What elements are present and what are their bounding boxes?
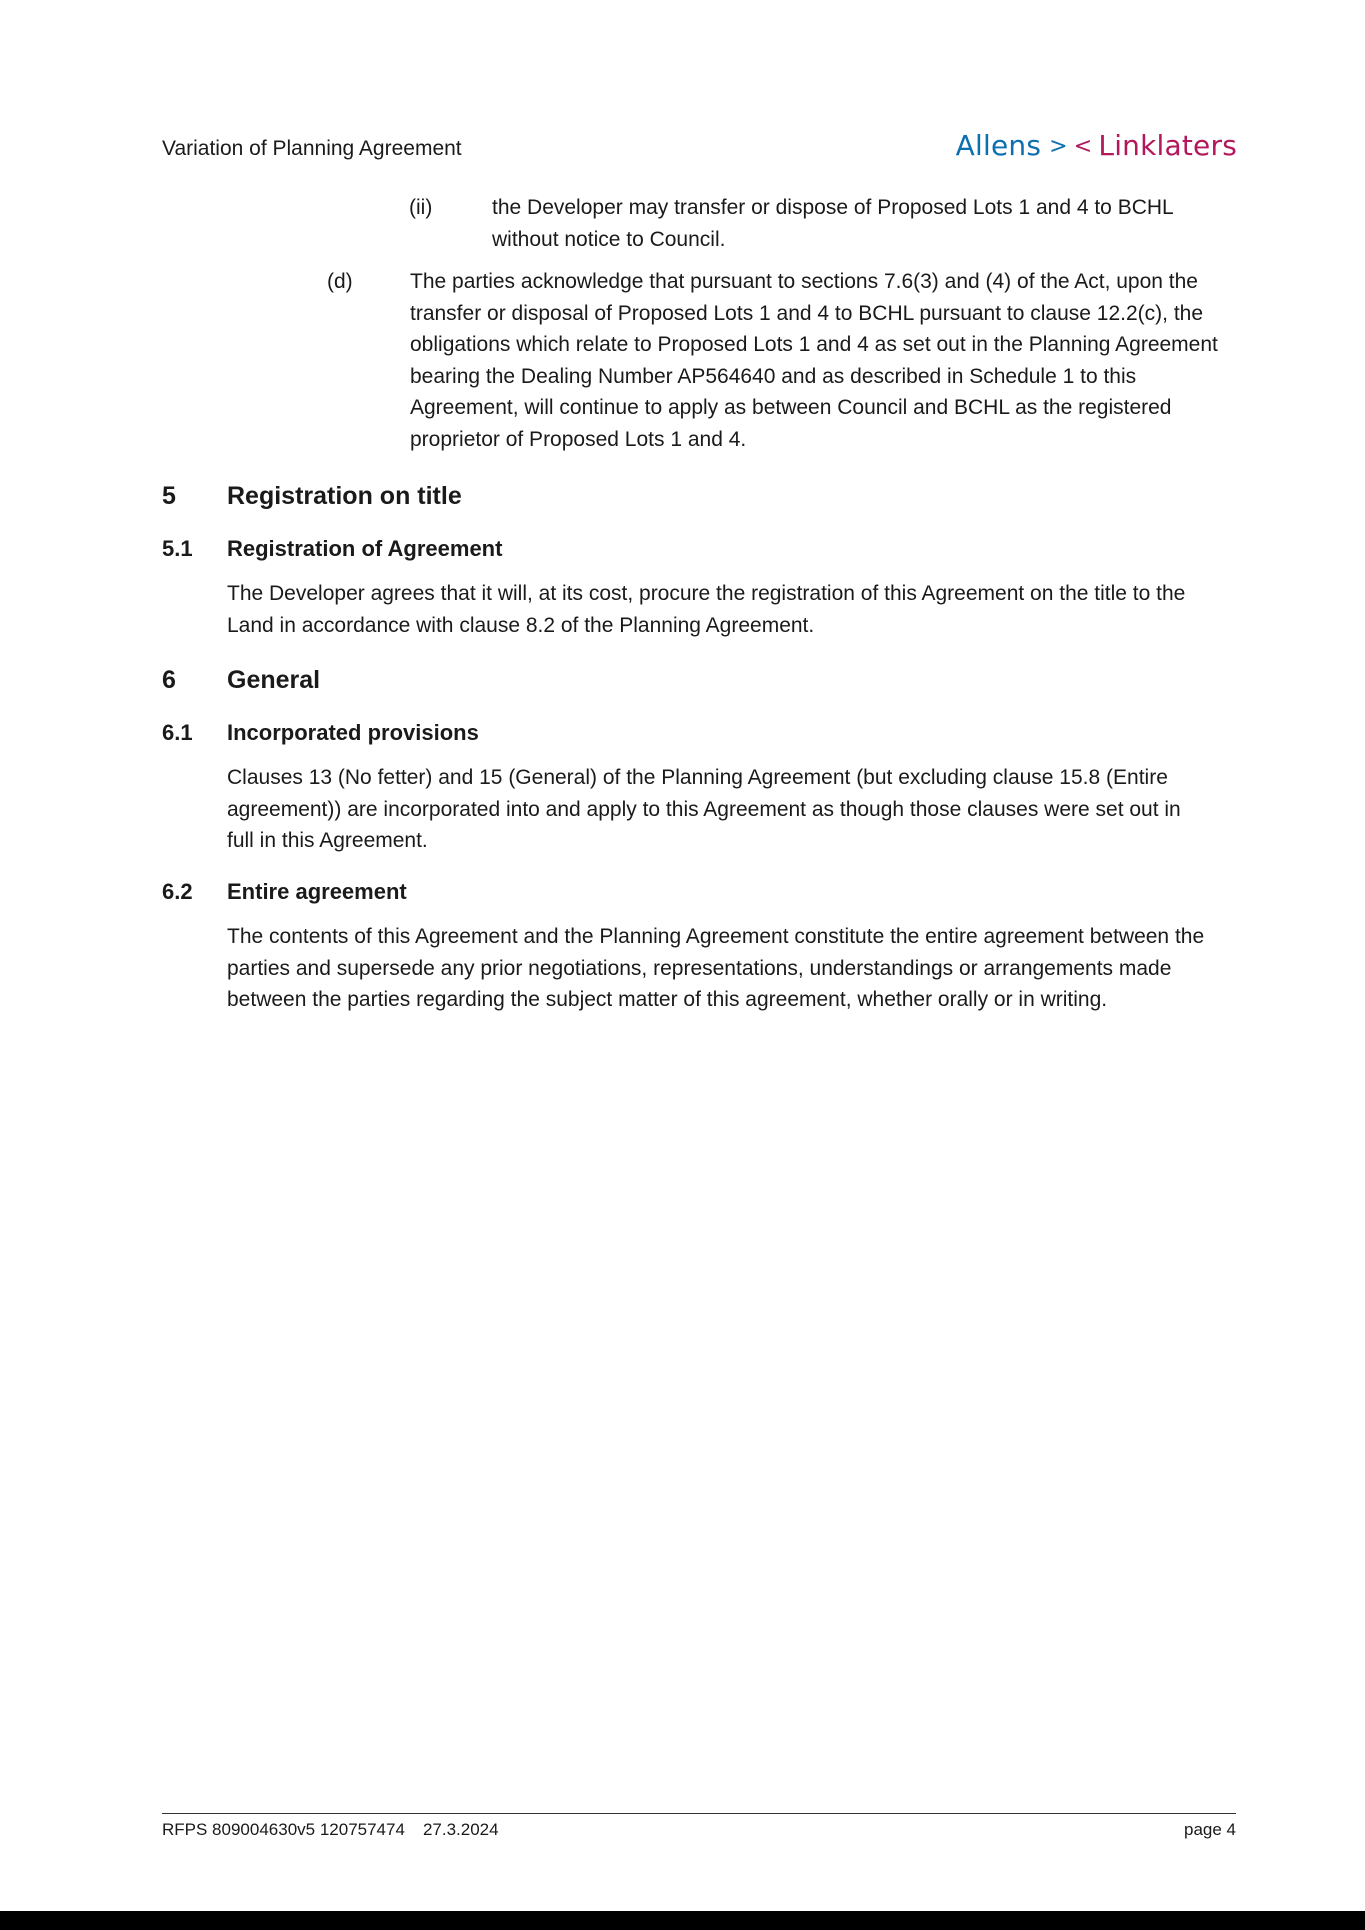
clause-6-1-heading: Incorporated provisions xyxy=(227,720,479,745)
allens-linklaters-logo xyxy=(956,130,1237,165)
logo-chevron-right-icon: > xyxy=(1049,134,1068,159)
section-5-heading: Registration on title xyxy=(227,482,462,510)
footer-doc-ref: RFPS 809004630v5 120757474 xyxy=(162,1820,405,1839)
item-d-text: The parties acknowledge that pursuant to sections 7.6(3) and (4) of the Act, upon the transfer or disposal of Proposed Lots 1 and 4 to BCHL pursuant to clause 12.2(c), the obligations which relate to Proposed Lots 1 and 4 as set out in the Planning Agreement bearing the Dealing Number AP564640 and as described in Schedule 1 to this Agreement, will continue to apply as between Council and BCHL as the registered proprietor of Proposed Lots 1 and 4. xyxy=(410,270,1218,451)
item-d-number: (d) xyxy=(327,270,353,293)
footer-document-reference xyxy=(162,1819,499,1841)
footer-divider xyxy=(162,1813,1236,1814)
running-header-title: Variation of Planning Agreement xyxy=(162,137,462,160)
item-ii-text: the Developer may transfer or dispose of Proposed Lots 1 and 4 to BCHL without notice to Council. xyxy=(492,196,1173,251)
item-ii-number: (ii) xyxy=(409,196,433,219)
logo-allens-text: Allens xyxy=(955,129,1042,162)
logo-linklaters-text: Linklaters xyxy=(1098,129,1237,162)
section-6-heading: General xyxy=(227,666,321,694)
section-5-number: 5 xyxy=(162,482,176,510)
clause-5-1-heading: Registration of Agreement xyxy=(227,536,503,561)
clause-6-2-number: 6.2 xyxy=(162,879,193,904)
clause-6-2-heading: Entire agreement xyxy=(227,879,407,904)
clause-6-1-number: 6.1 xyxy=(162,720,193,745)
bottom-edge-bar xyxy=(0,1911,1365,1930)
logo-chevron-left-icon: < xyxy=(1073,134,1093,159)
footer-date: 27.3.2024 xyxy=(422,1820,499,1839)
clause-6-2-text: The contents of this Agreement and the Planning Agreement constitute the entire agreement between the parties and supersede any prior negotiations, representations, understandings or arrangements made between the parties regarding the subject matter of this agreement, whether orally or in writing. xyxy=(227,925,1205,1011)
clause-5-1-text: The Developer agrees that it will, at its cost, procure the registration of this Agreement on the title to the Land in accordance with clause 8.2 of the Planning Agreement. xyxy=(227,582,1186,637)
section-6-number: 6 xyxy=(162,666,176,694)
footer-page-number: page 4 xyxy=(1184,1820,1236,1839)
clause-5-1-number: 5.1 xyxy=(162,536,193,561)
clause-6-1-text: Clauses 13 (No fetter) and 15 (General) of the Planning Agreement (but excluding clause 15.8 (Entire agreement)) are incorporated into and apply to this Agreement as though those clauses were set out in full in this Agreement. xyxy=(227,766,1181,852)
